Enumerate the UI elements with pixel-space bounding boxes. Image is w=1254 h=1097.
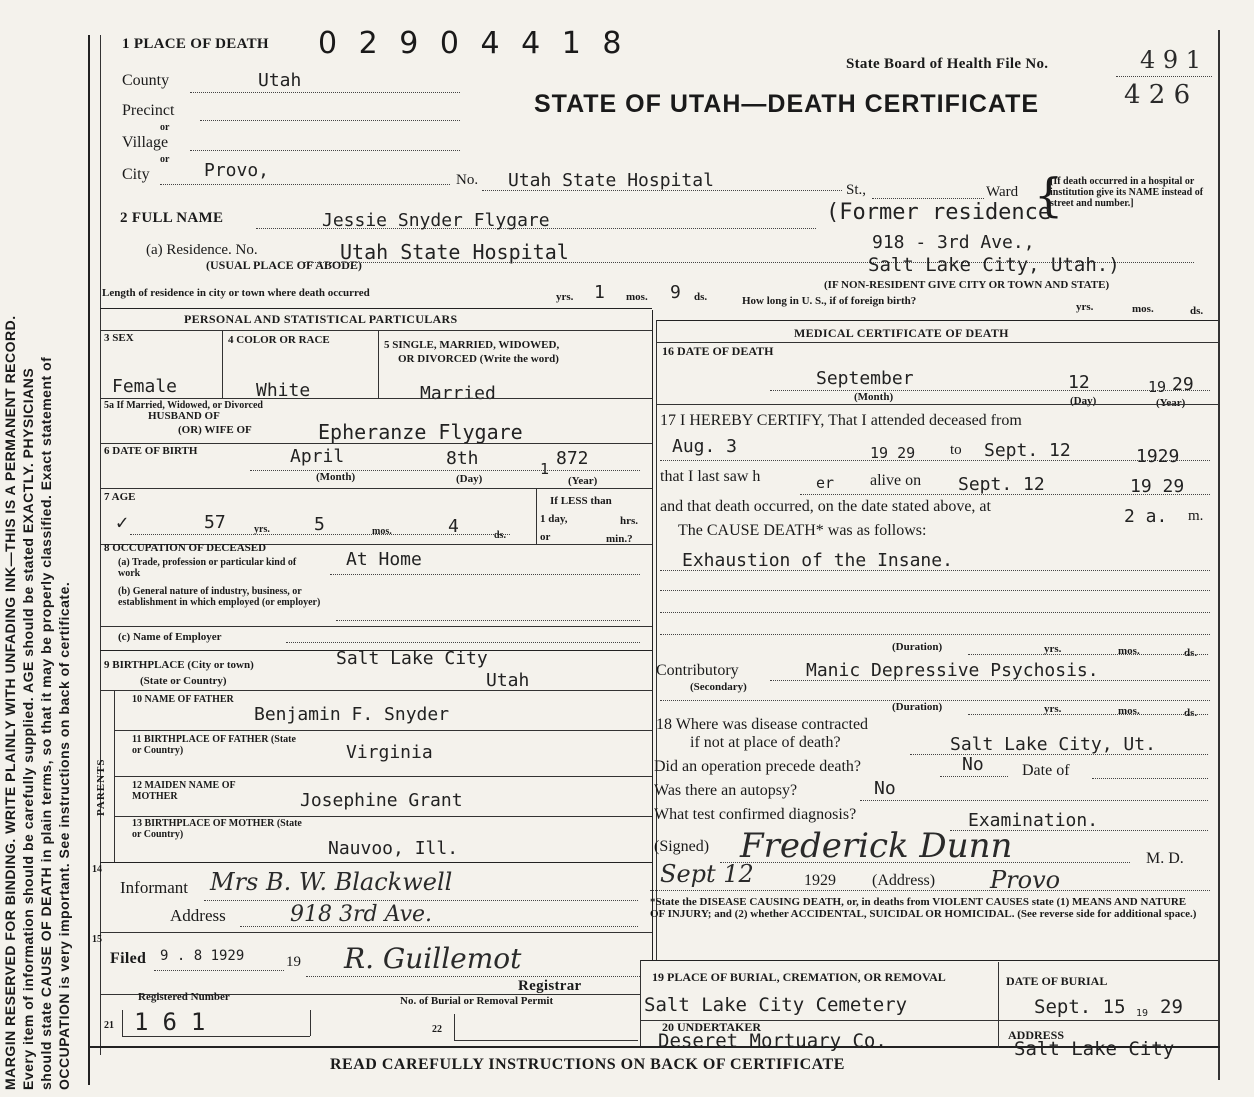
test-label: What test confirmed diagnosis? bbox=[654, 806, 857, 823]
spouse-label-2: HUSBAND OF bbox=[148, 410, 220, 422]
filed-label: Filed bbox=[110, 950, 147, 967]
center-divider bbox=[652, 310, 653, 960]
dob-label: 6 DATE OF BIRTH bbox=[104, 445, 198, 457]
undertaker-value: Deseret Mortuary Co. bbox=[658, 1030, 887, 1052]
attended-to: Sept. 12 bbox=[984, 440, 1071, 461]
spouse-label-3: (OR) WIFE OF bbox=[178, 424, 252, 436]
burial-date-value: Sept. 15 bbox=[1034, 996, 1126, 1018]
full-name-label: 2 FULL NAME bbox=[120, 210, 224, 226]
age-mos: 5 bbox=[314, 514, 325, 535]
attended-from: Aug. 3 bbox=[672, 436, 738, 457]
sex-label: 3 SEX bbox=[104, 332, 134, 344]
contributory-value: Manic Depressive Psychosis. bbox=[806, 660, 1099, 681]
nonresident-note: (IF NON-RESIDENT GIVE CITY OR TOWN AND STATE) bbox=[824, 279, 1110, 291]
left-border-inner bbox=[100, 35, 101, 1055]
q18-label-1: 18 Where was disease contracted bbox=[656, 716, 869, 733]
signed-date: Sept 12 bbox=[660, 860, 754, 888]
attended-from-year: 19 29 bbox=[870, 444, 916, 462]
residence-value: Utah State Hospital bbox=[340, 240, 569, 264]
signed-year: 1929 bbox=[804, 872, 836, 889]
city-value: Provo, bbox=[204, 160, 270, 181]
mother-birthplace-label: 13 BIRTHPLACE OF MOTHER (State or Country) bbox=[132, 818, 302, 840]
sex-value: Female bbox=[112, 376, 178, 397]
usual-place-label: (USUAL PLACE OF ABODE) bbox=[206, 258, 362, 272]
hospital-note: [If death occurred in a hospital or institution give its NAME instead of street and number.] bbox=[1050, 176, 1204, 209]
street-no-value: Utah State Hospital bbox=[508, 170, 714, 191]
mother-name: Josephine Grant bbox=[300, 790, 463, 811]
test-value: Examination. bbox=[968, 810, 1099, 831]
spouse-value: Epheranze Flygare bbox=[318, 420, 523, 444]
marital-value: Married bbox=[420, 383, 496, 404]
less-than-label: If LESS than bbox=[550, 495, 612, 507]
street-no-label: No. bbox=[456, 172, 479, 188]
stamp-number: 0 2 9 0 4 4 1 8 bbox=[318, 26, 628, 61]
us-residence-label: How long in U. S., if of foreign birth? bbox=[742, 295, 917, 307]
informant-label: Informant bbox=[120, 878, 188, 897]
death-time: 2 a. bbox=[1124, 506, 1168, 527]
md-label: M. D. bbox=[1146, 850, 1184, 867]
signed-address: Provo bbox=[990, 866, 1061, 894]
dod-month: September bbox=[816, 368, 914, 389]
medical-section-title: MEDICAL CERTIFICATE OF DEATH bbox=[794, 326, 1009, 340]
dod-year: 29 bbox=[1172, 374, 1194, 395]
duration-label-1: (Duration) bbox=[892, 641, 943, 653]
length-of-residence-label: Length of residence in city or town where death occurred bbox=[102, 287, 370, 299]
birthplace-city: Salt Lake City bbox=[336, 648, 488, 669]
left-border bbox=[88, 35, 90, 1085]
full-name-value: Jessie Snyder Flygare bbox=[322, 210, 550, 231]
margin-instructions-2: should state CAUSE OF DEATH in plain terms, so that it may be properly classified. Exact statement of bbox=[38, 356, 54, 1090]
file-no-value: 4 9 1 bbox=[1140, 46, 1202, 74]
death-occurred-label: and that death occurred, on the date stated above, at bbox=[660, 498, 991, 515]
dob-month: April bbox=[290, 446, 345, 467]
cause-label: The CAUSE DEATH* was as follows: bbox=[678, 522, 927, 539]
right-border bbox=[1218, 30, 1220, 1080]
personal-section-title: PERSONAL AND STATISTICAL PARTICULARS bbox=[184, 312, 458, 326]
certify-label: 17 I HEREBY CERTIFY, That I attended deceased from bbox=[660, 412, 1022, 429]
marital-label-1: 5 SINGLE, MARRIED, WIDOWED, bbox=[384, 339, 560, 351]
signed-label: (Signed) bbox=[654, 838, 710, 855]
physician-signature: Frederick Dunn bbox=[740, 826, 1013, 866]
operation-value: No bbox=[962, 754, 984, 775]
father-name-label: 10 NAME OF FATHER bbox=[132, 694, 234, 705]
cause-value: Exhaustion of the Insane. bbox=[682, 550, 953, 571]
filed-value: 9 . 8 1929 bbox=[160, 948, 245, 964]
spouse-label-1: 5a If Married, Widowed, or Divorced bbox=[104, 400, 263, 411]
autopsy-value: No bbox=[874, 778, 896, 799]
occupation-a: (a) Trade, profession or particular kind of work bbox=[118, 557, 297, 579]
contributory-label: Contributory bbox=[656, 662, 739, 679]
footer-instructions: READ CAREFULLY INSTRUCTIONS ON BACK OF CERTIFICATE bbox=[330, 1056, 845, 1073]
file-no-label: State Board of Health File No. bbox=[846, 56, 1049, 72]
birthplace-state: Utah bbox=[486, 670, 530, 691]
employer-label: (c) Name of Employer bbox=[118, 631, 222, 643]
file-no-value-2: 4 2 6 bbox=[1124, 80, 1191, 110]
ward-brace: { bbox=[1034, 168, 1064, 222]
registered-number-value: 161 bbox=[134, 1008, 220, 1036]
county-label: County bbox=[122, 72, 170, 89]
marital-label-2: OR DIVORCED (Write the word) bbox=[398, 353, 559, 365]
county-value: Utah bbox=[258, 70, 302, 91]
age-yrs: 57 bbox=[204, 512, 226, 533]
age-label: 7 AGE bbox=[104, 491, 136, 503]
last-saw-year: 19 29 bbox=[1130, 476, 1185, 497]
burial-place-label: 19 PLACE OF BURIAL, CREMATION, OR REMOVAL bbox=[652, 970, 946, 984]
age-check: ✓ bbox=[116, 510, 129, 534]
dob-day: 8th bbox=[446, 448, 479, 469]
informant-address: 918 3rd Ave. bbox=[290, 902, 433, 927]
duration-label-2: (Duration) bbox=[892, 701, 943, 713]
last-saw-label: that I last saw h bbox=[660, 468, 761, 485]
st-label: St., bbox=[846, 182, 867, 198]
color-label: 4 COLOR OR RACE bbox=[228, 334, 330, 346]
undertaker-label: 20 UNDERTAKER bbox=[662, 1020, 762, 1034]
place-of-death-label: 1 PLACE OF DEATH bbox=[122, 36, 269, 52]
father-birthplace: Virginia bbox=[346, 742, 433, 763]
q18-label-2: if not at place of death? bbox=[690, 734, 841, 751]
dod-label: 16 DATE OF DEATH bbox=[662, 344, 774, 358]
undertaker-address-label: ADDRESS bbox=[1008, 1028, 1065, 1042]
burial-place-value: Salt Lake City Cemetery bbox=[644, 994, 908, 1016]
burial-date-year: 29 bbox=[1160, 996, 1183, 1018]
city-label: City bbox=[122, 166, 150, 183]
informant-address-label: Address bbox=[170, 906, 226, 925]
birthplace-label: 9 BIRTHPLACE (City or town) bbox=[104, 659, 254, 671]
dod-day: 12 bbox=[1068, 372, 1090, 393]
parents-label: PARENTS bbox=[95, 758, 107, 816]
father-birthplace-label: 11 BIRTHPLACE OF FATHER (State or Country) bbox=[132, 734, 296, 756]
registered-number-label: Registered Number bbox=[138, 991, 230, 1003]
color-value: White bbox=[256, 380, 311, 401]
village-label: Village bbox=[122, 134, 169, 151]
registrar-label: Registrar bbox=[518, 978, 582, 994]
father-name: Benjamin F. Snyder bbox=[254, 704, 450, 725]
residence-address: 918 - 3rd Ave., bbox=[872, 232, 1035, 253]
last-saw-date: Sept. 12 bbox=[958, 474, 1045, 495]
informant-value: Mrs B. W. Blackwell bbox=[210, 868, 453, 896]
mother-name-label: 12 MAIDEN NAME OF MOTHER bbox=[132, 780, 236, 802]
occupation-value: At Home bbox=[346, 549, 422, 570]
residence-city: Salt Lake City, Utah.) bbox=[868, 254, 1120, 276]
attended-to-year: 1929 bbox=[1136, 446, 1180, 467]
burial-date-label: DATE OF BURIAL bbox=[1006, 974, 1108, 988]
former-residence: (Former residence bbox=[826, 200, 1052, 225]
date-of-label: Date of bbox=[1022, 762, 1070, 779]
residence-label: (a) Residence. No. bbox=[146, 242, 258, 258]
length-yrs-value: 1 bbox=[594, 282, 605, 303]
occupation-b: (b) General nature of industry, business, or establishment in which employed (or employer) bbox=[118, 586, 321, 608]
occupation-label: 8 OCCUPATION OF DECEASED bbox=[104, 542, 267, 554]
margin-binding-text: MARGIN RESERVED FOR BINDING. WRITE PLAINLY WITH UNFADING INK—THIS IS A PERMANENT RECORD. bbox=[2, 315, 18, 1090]
margin-instructions-3: OCCUPATION is very important. See instructions on back of certificate. bbox=[56, 581, 72, 1090]
autopsy-label: Was there an autopsy? bbox=[654, 782, 798, 799]
margin-instructions-1: Every item of information should be carefully supplied. AGE should be stated EXACTLY. PHYSICIANS bbox=[20, 367, 36, 1090]
mother-birthplace: Nauvoo, Ill. bbox=[328, 838, 459, 859]
q18-value: Salt Lake City, Ut. bbox=[950, 734, 1156, 755]
signed-address-label: (Address) bbox=[872, 872, 936, 889]
operation-label: Did an operation precede death? bbox=[654, 758, 862, 775]
cause-footnote: *State the DISEASE CAUSING DEATH, or, in deaths from VIOLENT CAUSES state (1) MEANS AND NATURE OF INJURY; and (2) whether ACCIDENTAL, SUICIDAL OR HOMICIDAL. (See reverse side for additional space.) bbox=[650, 896, 1197, 920]
precinct-label: Precinct bbox=[122, 102, 175, 119]
burial-permit-label: No. of Burial or Removal Permit bbox=[400, 995, 554, 1007]
length-mos-value: 9 bbox=[670, 282, 681, 303]
ward-label: Ward bbox=[986, 184, 1019, 200]
undertaker-address-value: Salt Lake City bbox=[1014, 1038, 1175, 1060]
age-ds: 4 bbox=[448, 516, 459, 537]
dob-year: 872 bbox=[556, 448, 589, 469]
certificate-title: STATE OF UTAH—DEATH CERTIFICATE bbox=[534, 90, 1040, 118]
registrar-signature: R. Guillemot bbox=[344, 942, 522, 975]
